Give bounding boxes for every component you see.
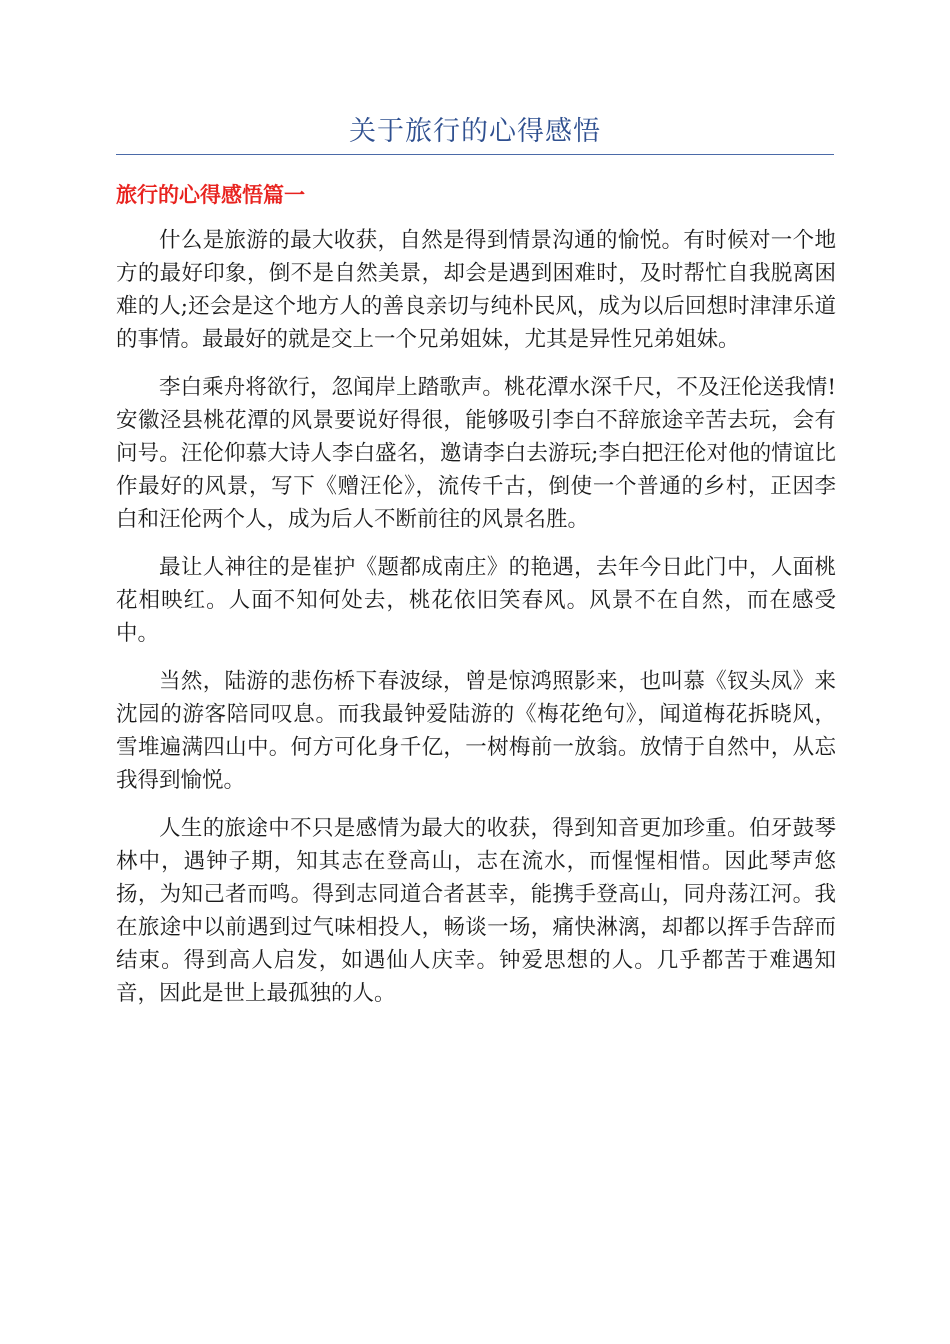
paragraph-5: 人生的旅途中不只是感情为最大的收获，得到知音更加珍重。伯牙鼓琴林中，遇钟子期，知其志在登高山，志在流水，而惺惺相惜。因此琴声悠扬，为知己者而鸣。得到志同道合者甚幸，能携手登高山，同舟荡江河。我在旅途中以前遇到过气味相投人，畅谈一场，痛快淋漓，却都以挥手告辞而结束。得到高人启发，如遇仙人庆幸。钟爱思想的人。几乎都苦于难遇知音，因此是世上最孤独的人。 [116,816,836,1006]
paragraph-1: 什么是旅游的最大收获，自然是得到情景沟通的愉悦。有时候对一个地方的最好印象，倒不是自然美景，却会是遇到困难时，及时帮忙自我脱离困难的人;还会是这个地方人的善良亲切与纯朴民风，成为以后回想时津津乐道的事情。最最好的就是交上一个兄弟姐妹，尤其是异性兄弟姐妹。 [116,228,836,352]
paragraph-3: 最让人神往的是崔护《题都成南庄》的艳遇，去年今日此门中，人面桃花相映红。人面不知何处去，桃花依旧笑春风。风景不在自然，而在感受中。 [116,555,836,646]
document-body [116,224,836,1025]
section-heading: 旅行的心得感悟篇一 [116,183,305,207]
paragraph-4: 当然，陆游的悲伤桥下春波绿，曾是惊鸿照影来，也叫慕《钗头凤》来沈园的游客陪同叹息。而我最钟爱陆游的《梅花绝句》，闻道梅花拆晓风，雪堆遍满四山中。何方可化身千亿，一树梅前一放翁。放情于自然中，从忘我得到愉悦。 [116,669,836,793]
paragraph-2: 李白乘舟将欲行，忽闻岸上踏歌声。桃花潭水深千尺，不及汪伦送我情!安徽泾县桃花潭的风景要说好得很，能够吸引李白不辞旅途辛苦去玩，会有问号。汪伦仰慕大诗人李白盛名，邀请李白去游玩;李白把汪伦对他的情谊比作最好的风景，写下《赠汪伦》，流传千古，倒使一个普通的乡村，正因李白和汪伦两个人，成为后人不断前往的风景名胜。 [116,375,836,532]
title-divider [116,154,834,155]
document-title: 关于旅行的心得感悟 [349,116,601,147]
